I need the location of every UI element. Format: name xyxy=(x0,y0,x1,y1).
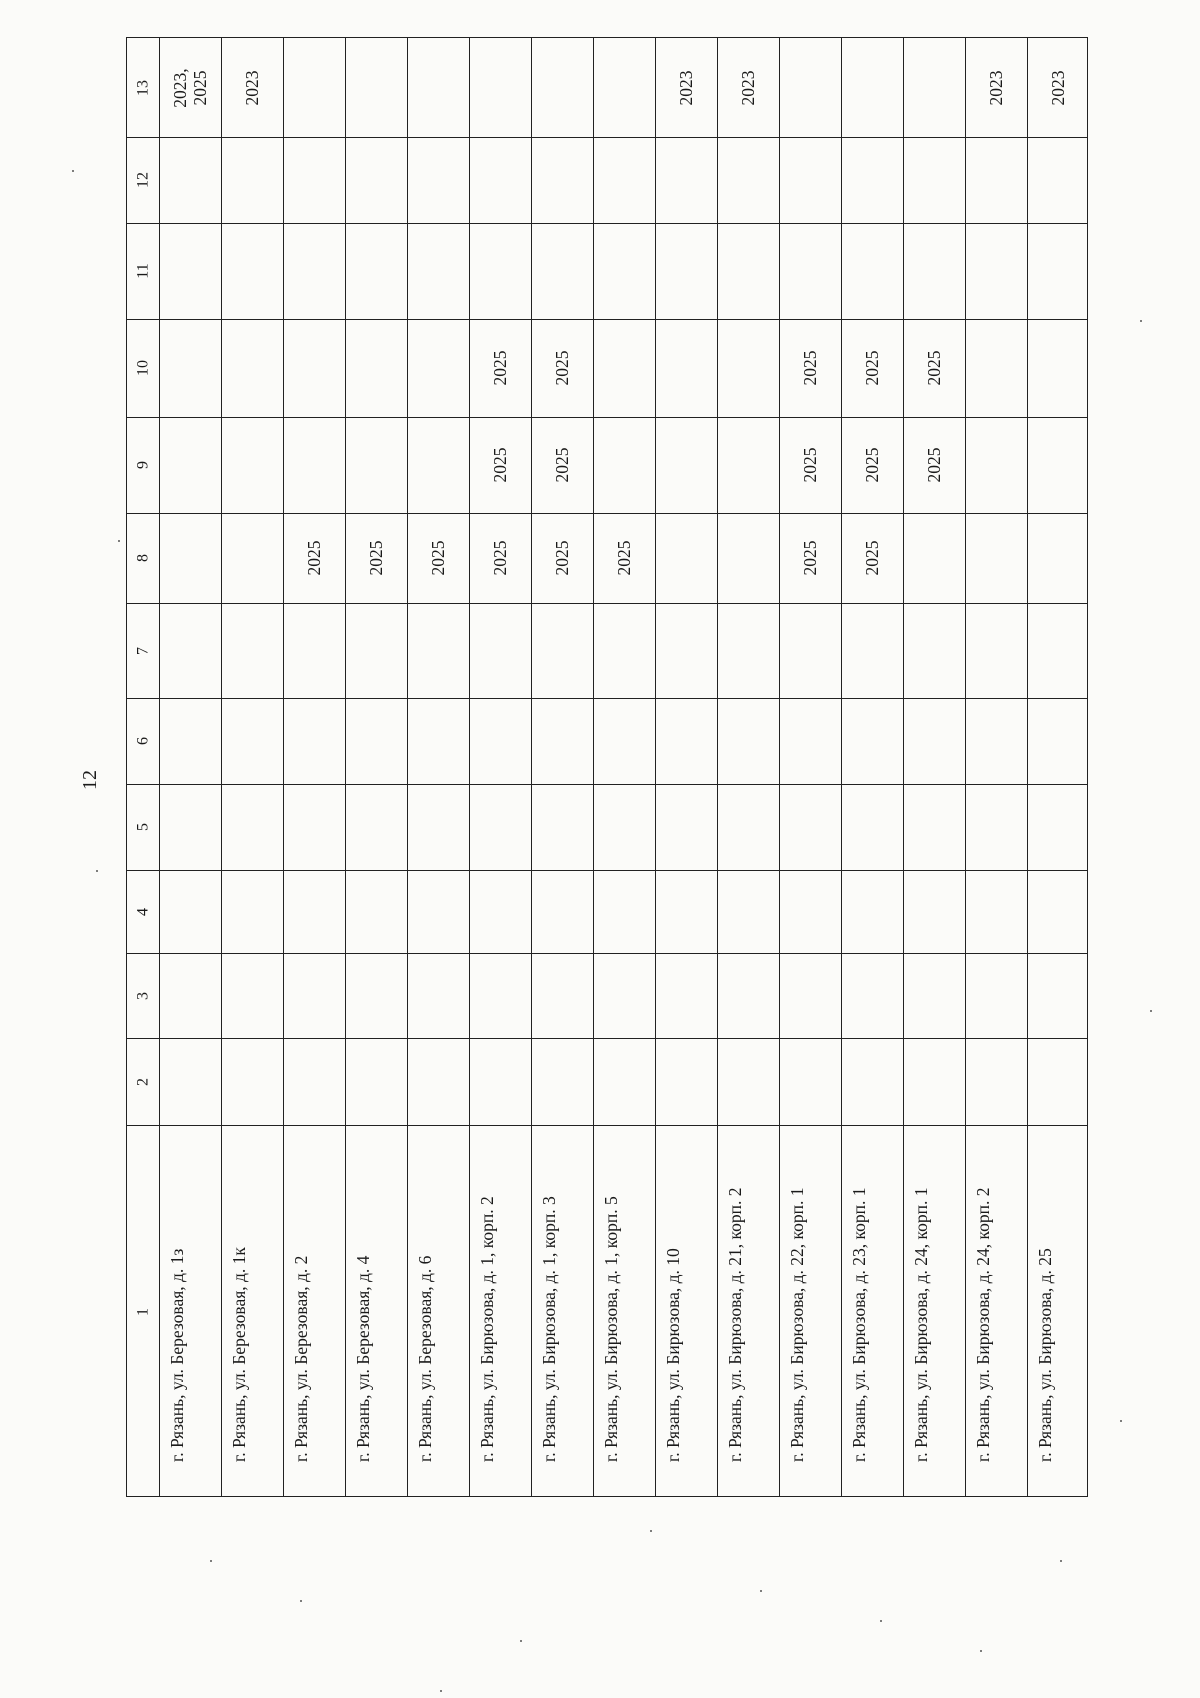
column-header xyxy=(127,513,159,603)
year-value: 2025 xyxy=(862,447,882,483)
column-header-label: 10 xyxy=(134,360,152,376)
scan-speck xyxy=(1120,1420,1122,1422)
year-value: 2025 xyxy=(924,350,944,386)
scan-speck xyxy=(880,1620,882,1622)
address-cell xyxy=(1027,1125,1089,1498)
address-cell xyxy=(407,1125,469,1498)
address-text: г. Рязань, ул. Бирюзова, д. 1, корп. 3 xyxy=(539,1196,559,1462)
address-cell xyxy=(841,1125,903,1498)
column-header xyxy=(127,870,159,953)
column-header xyxy=(127,137,159,223)
scan-speck xyxy=(980,1650,982,1652)
address-text: г. Рязань, ул. Березовая, д. 4 xyxy=(353,1255,373,1462)
year-value: 2025 xyxy=(304,540,324,576)
year-cell xyxy=(531,319,593,417)
year-cell xyxy=(159,38,221,137)
address-text: г. Рязань, ул. Бирюзова, д. 1, корп. 5 xyxy=(601,1196,621,1462)
address-cell xyxy=(221,1125,283,1498)
year-cell xyxy=(841,417,903,513)
page-number xyxy=(70,760,110,800)
column-header xyxy=(127,1125,159,1498)
year-value: 2023 xyxy=(738,70,758,105)
column-header-label: 8 xyxy=(134,554,152,562)
scan-speck xyxy=(96,870,98,872)
column-header-label: 11 xyxy=(134,263,152,279)
column-header-label: 6 xyxy=(134,737,152,745)
address-text: г. Рязань, ул. Бирюзова, д. 1, корп. 2 xyxy=(477,1196,497,1462)
column-header xyxy=(127,784,159,870)
year-cell xyxy=(469,319,531,417)
column-header xyxy=(127,698,159,784)
year-value: 2025 xyxy=(552,540,572,576)
address-cell xyxy=(593,1125,655,1498)
table-column-divider xyxy=(127,953,1087,954)
column-header xyxy=(127,319,159,417)
year-cell xyxy=(655,38,717,137)
year-value: 2025 xyxy=(862,540,882,576)
data-table xyxy=(126,37,1088,1497)
table-column-divider xyxy=(127,137,1087,138)
year-cell xyxy=(531,513,593,603)
year-cell xyxy=(965,38,1027,137)
address-cell xyxy=(903,1125,965,1498)
year-cell xyxy=(717,38,779,137)
scan-speck xyxy=(520,1640,522,1642)
table-column-divider xyxy=(127,698,1087,699)
table-column-divider xyxy=(127,1038,1087,1039)
year-value: 2025 xyxy=(924,447,944,483)
year-value: 2023 xyxy=(1048,70,1068,105)
year-cell xyxy=(469,417,531,513)
table-column-divider xyxy=(127,603,1087,604)
column-header xyxy=(127,223,159,319)
year-value: 2025 xyxy=(800,540,820,576)
column-header-label: 13 xyxy=(134,79,152,96)
address-cell xyxy=(283,1125,345,1498)
column-header-label: 4 xyxy=(134,907,152,916)
year-cell xyxy=(283,513,345,603)
scan-speck xyxy=(300,1600,302,1602)
year-cell xyxy=(841,513,903,603)
year-value: 2025 xyxy=(366,540,386,576)
address-text: г. Рязань, ул. Бирюзова, д. 24, корп. 2 xyxy=(973,1187,993,1462)
year-cell xyxy=(221,38,283,137)
table-column-divider xyxy=(127,784,1087,785)
page-number-text: 12 xyxy=(78,770,101,790)
column-header xyxy=(127,603,159,698)
year-cell xyxy=(903,417,965,513)
year-value: 2025 xyxy=(490,540,510,576)
address-text: г. Рязань, ул. Бирюзова, д. 21, корп. 2 xyxy=(725,1187,745,1462)
scan-speck xyxy=(650,1530,652,1532)
year-cell xyxy=(407,513,469,603)
column-header-label: 7 xyxy=(134,646,152,655)
year-cell xyxy=(1027,38,1089,137)
year-value: 2025 xyxy=(800,447,820,483)
address-text: г. Рязань, ул. Бирюзова, д. 23, корп. 1 xyxy=(849,1187,869,1462)
year-value: 2025 xyxy=(800,350,820,386)
scan-speck xyxy=(72,170,74,172)
year-cell xyxy=(779,319,841,417)
scan-speck xyxy=(1140,320,1142,322)
address-text: г. Рязань, ул. Березовая, д. 6 xyxy=(415,1255,435,1462)
address-cell xyxy=(717,1125,779,1498)
table-column-divider xyxy=(127,223,1087,224)
year-cell xyxy=(593,513,655,603)
year-cell xyxy=(841,319,903,417)
year-cell xyxy=(469,513,531,603)
scan-speck xyxy=(210,1560,212,1562)
address-cell xyxy=(531,1125,593,1498)
year-value: 2025 xyxy=(428,540,448,576)
column-header-label: 3 xyxy=(134,991,152,1000)
column-header-label: 2 xyxy=(134,1077,152,1086)
year-value: 2025 xyxy=(614,540,634,576)
scan-speck xyxy=(760,1590,762,1592)
year-value: 2025 xyxy=(490,447,510,483)
column-header-label: 12 xyxy=(134,172,152,188)
scan-speck xyxy=(1150,1010,1152,1012)
address-cell xyxy=(655,1125,717,1498)
address-text: г. Рязань, ул. Бирюзова, д. 22, корп. 1 xyxy=(787,1187,807,1462)
address-text: г. Рязань, ул. Бирюзова, д. 24, корп. 1 xyxy=(911,1187,931,1462)
address-cell xyxy=(469,1125,531,1498)
year-cell xyxy=(531,417,593,513)
address-text: г. Рязань, ул. Березовая, д. 1з xyxy=(167,1248,187,1462)
year-value: 2025 xyxy=(552,447,572,483)
year-cell xyxy=(903,319,965,417)
address-cell xyxy=(159,1125,221,1498)
address-cell xyxy=(779,1125,841,1498)
scan-speck xyxy=(1060,1560,1062,1562)
column-header-label: 1 xyxy=(134,1307,152,1316)
year-value: 2023 xyxy=(676,70,696,105)
year-value: 2025 xyxy=(490,350,510,386)
year-cell xyxy=(779,417,841,513)
table-column-divider xyxy=(127,870,1087,871)
year-cell xyxy=(345,513,407,603)
year-value: 2023 xyxy=(242,70,262,105)
address-cell xyxy=(965,1125,1027,1498)
column-header xyxy=(127,1038,159,1125)
column-header-label: 9 xyxy=(134,461,152,469)
scan-speck xyxy=(440,1690,442,1692)
address-text: г. Рязань, ул. Бирюзова, д. 10 xyxy=(663,1248,683,1462)
address-text: г. Рязань, ул. Бирюзова, д. 25 xyxy=(1035,1248,1055,1462)
year-cell xyxy=(779,513,841,603)
address-text: г. Рязань, ул. Березовая, д. 2 xyxy=(291,1255,311,1462)
year-value: 2025 xyxy=(862,350,882,386)
year-value: 2023 xyxy=(986,70,1006,105)
column-header xyxy=(127,417,159,513)
column-header-label: 5 xyxy=(134,823,152,831)
year-value: 2023, 2025 xyxy=(170,67,210,108)
address-text: г. Рязань, ул. Березовая, д. 1к xyxy=(229,1247,249,1462)
column-header xyxy=(127,953,159,1038)
scan-speck xyxy=(118,540,120,542)
column-header xyxy=(127,38,159,137)
address-cell xyxy=(345,1125,407,1498)
year-value: 2025 xyxy=(552,350,572,386)
